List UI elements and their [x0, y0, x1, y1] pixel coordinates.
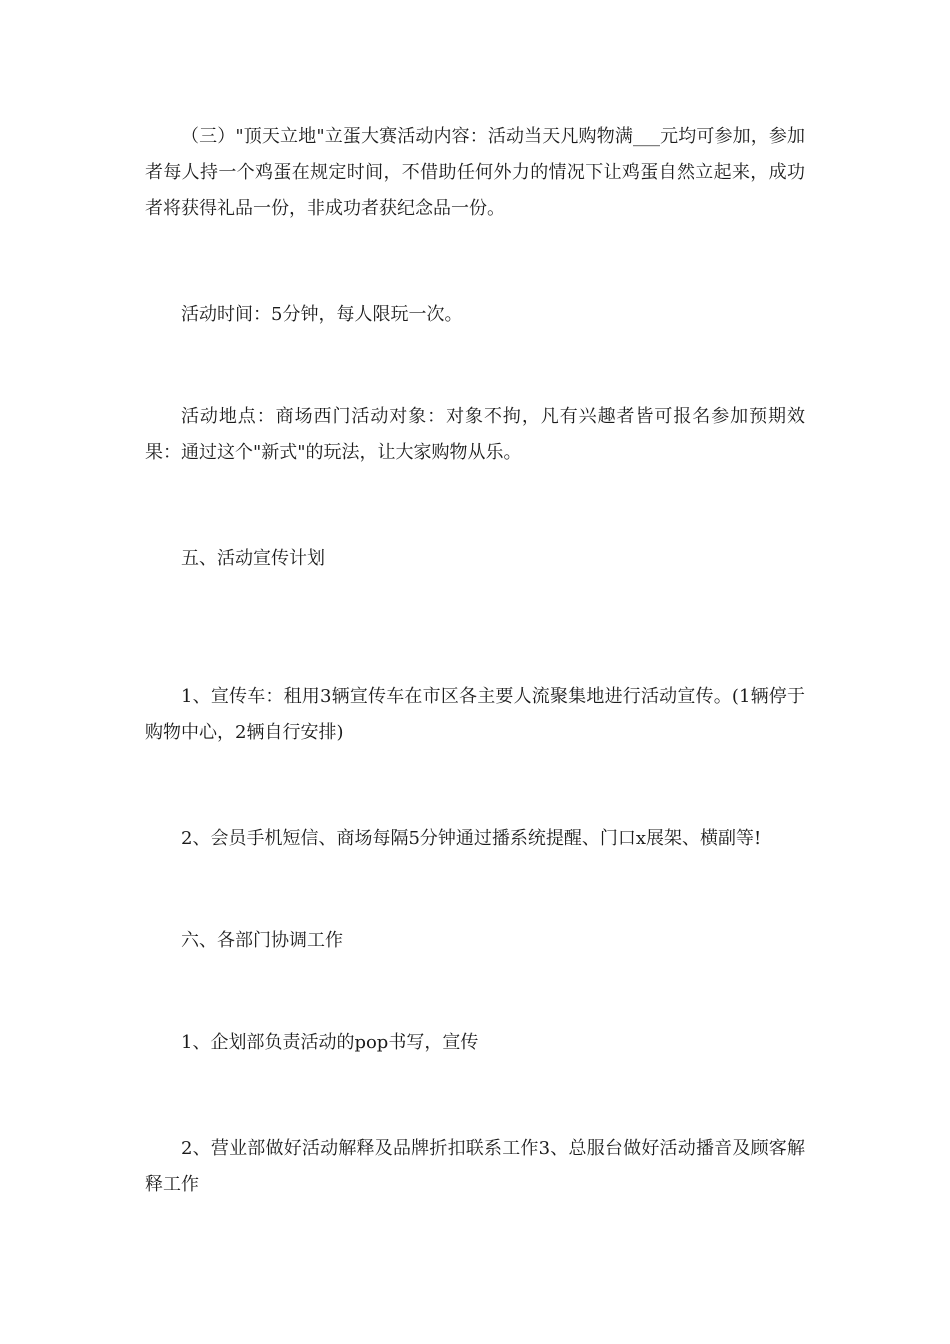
paragraph-promo-vehicles: 1、宣传车：租用3辆宣传车在市区各主要人流聚集地进行活动宣传。(1辆停于购物中心，2辆自行安排) — [145, 686, 805, 743]
section-heading-promotion-plan: 五、活动宣传计划 — [181, 548, 325, 569]
section-heading-department-coordination: 六、各部门协调工作 — [181, 930, 343, 951]
paragraph-egg-contest: （三）"顶天立地"立蛋大赛活动内容：活动当天凡购物满___元均可参加，参加者每人持一个鸡蛋在规定时间，不借助任何外力的情况下让鸡蛋自然立起来，成功者将获得礼品一份，非成功者获纪念品一份。 — [145, 126, 805, 219]
paragraph-member-sms: 2、会员手机短信、商场每隔5分钟通过播系统提醒、门口x展架、横副等! — [181, 828, 762, 849]
paragraph-activity-time: 活动时间：5分钟，每人限玩一次。 — [181, 304, 463, 325]
paragraph-planning-dept: 1、企划部负责活动的pop书写，宣传 — [181, 1032, 479, 1053]
paragraph-activity-location: 活动地点：商场西门活动对象：对象不拘，凡有兴趣者皆可报名参加预期效果：通过这个"新式"的玩法，让大家购物从乐。 — [145, 406, 805, 463]
paragraph-business-dept: 2、营业部做好活动解释及品牌折扣联系工作3、总服台做好活动播音及顾客解释工作 — [145, 1138, 805, 1195]
